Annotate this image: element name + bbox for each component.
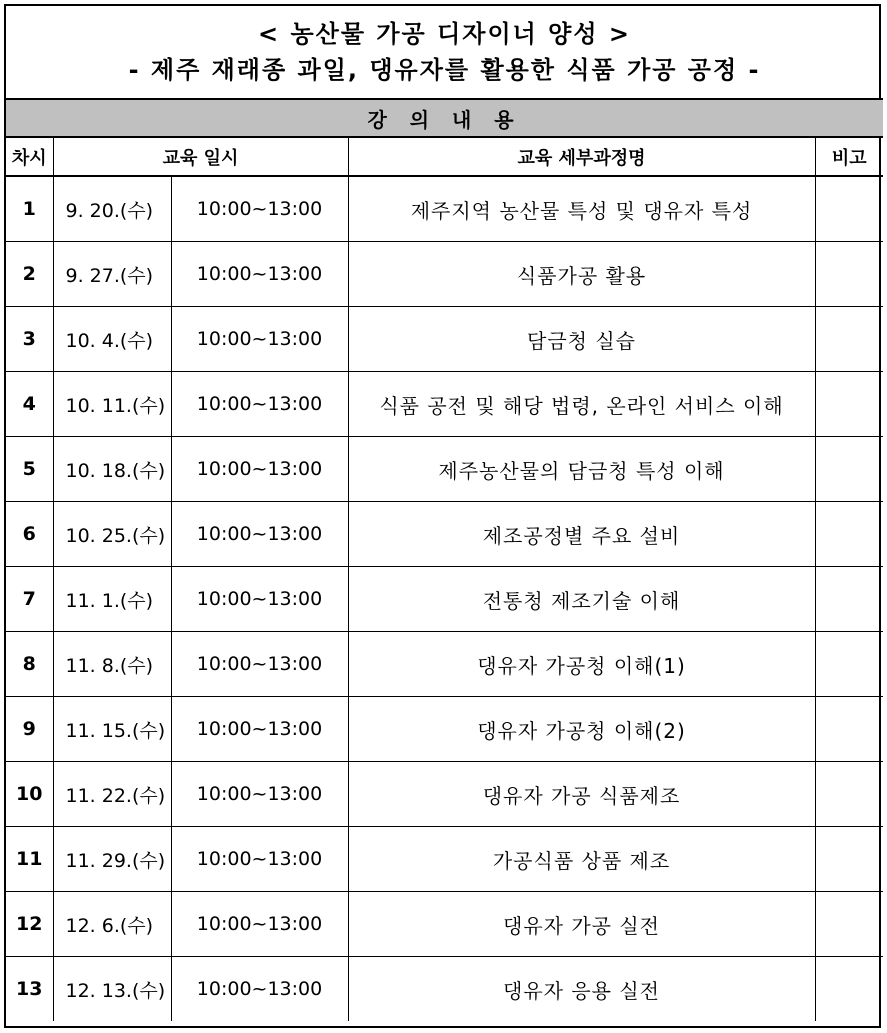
session-note	[815, 372, 883, 437]
session-note	[815, 892, 883, 957]
session-number: 7	[6, 567, 53, 632]
session-date: 11. 29.(수)	[53, 827, 171, 892]
session-number: 3	[6, 307, 53, 372]
session-time: 10:00~13:00	[171, 632, 348, 697]
session-number: 2	[6, 242, 53, 307]
session-course: 댕유자 가공 식품제조	[348, 762, 815, 827]
table-row	[6, 892, 883, 957]
table-row	[6, 372, 883, 437]
session-course: 댕유자 가공 실전	[348, 892, 815, 957]
session-course: 담금청 실습	[348, 307, 815, 372]
session-time: 10:00~13:00	[171, 892, 348, 957]
session-date: 12. 13.(수)	[53, 957, 171, 1022]
session-date: 9. 27.(수)	[53, 242, 171, 307]
session-date: 10. 25.(수)	[53, 502, 171, 567]
section-heading: 강 의 내 용	[6, 99, 883, 137]
session-course: 식품가공 활용	[348, 242, 815, 307]
table-row	[6, 176, 883, 242]
session-note	[815, 242, 883, 307]
session-number: 1	[6, 176, 53, 242]
session-note	[815, 567, 883, 632]
session-number: 6	[6, 502, 53, 567]
session-course: 댕유자 가공청 이해(1)	[348, 632, 815, 697]
document-title	[6, 6, 883, 99]
session-note	[815, 437, 883, 502]
session-course: 전통청 제조기술 이해	[348, 567, 815, 632]
session-course: 가공식품 상품 제조	[348, 827, 815, 892]
session-time: 10:00~13:00	[171, 502, 348, 567]
session-note	[815, 307, 883, 372]
session-time: 10:00~13:00	[171, 307, 348, 372]
session-date: 11. 15.(수)	[53, 697, 171, 762]
table-row	[6, 957, 883, 1022]
table-row	[6, 502, 883, 567]
header-note: 비고	[815, 137, 883, 176]
header-datetime: 교육 일시	[53, 137, 348, 176]
session-number: 9	[6, 697, 53, 762]
session-date: 11. 1.(수)	[53, 567, 171, 632]
table-row	[6, 762, 883, 827]
table-row	[6, 242, 883, 307]
table-row	[6, 827, 883, 892]
table-header-row	[6, 137, 883, 176]
session-date: 9. 20.(수)	[53, 176, 171, 242]
session-time: 10:00~13:00	[171, 372, 348, 437]
session-course: 댕유자 응용 실전	[348, 957, 815, 1022]
session-date: 10. 4.(수)	[53, 307, 171, 372]
session-number: 4	[6, 372, 53, 437]
session-course: 댕유자 가공청 이해(2)	[348, 697, 815, 762]
table-row	[6, 437, 883, 502]
session-date: 11. 8.(수)	[53, 632, 171, 697]
session-note	[815, 957, 883, 1022]
session-time: 10:00~13:00	[171, 242, 348, 307]
schedule-sheet	[4, 4, 881, 1028]
session-note	[815, 502, 883, 567]
session-number: 5	[6, 437, 53, 502]
session-course: 제주농산물의 담금청 특성 이해	[348, 437, 815, 502]
table-row	[6, 697, 883, 762]
session-course: 제조공정별 주요 설비	[348, 502, 815, 567]
session-date: 10. 18.(수)	[53, 437, 171, 502]
session-time: 10:00~13:00	[171, 697, 348, 762]
header-course: 교육 세부과정명	[348, 137, 815, 176]
schedule-table	[6, 6, 883, 1021]
session-number: 8	[6, 632, 53, 697]
session-note	[815, 827, 883, 892]
session-time: 10:00~13:00	[171, 762, 348, 827]
title-line-2: - 제주 재래종 과일, 댕유자를 활용한 식품 가공 공정 -	[128, 56, 761, 84]
session-time: 10:00~13:00	[171, 567, 348, 632]
session-date: 10. 11.(수)	[53, 372, 171, 437]
table-row	[6, 632, 883, 697]
session-course: 식품 공전 및 해당 법령, 온라인 서비스 이해	[348, 372, 815, 437]
session-number: 12	[6, 892, 53, 957]
header-session: 차시	[6, 137, 53, 176]
session-course: 제주지역 농산물 특성 및 댕유자 특성	[348, 176, 815, 242]
session-time: 10:00~13:00	[171, 437, 348, 502]
session-number: 11	[6, 827, 53, 892]
session-note	[815, 762, 883, 827]
title-line-1: < 농산물 가공 디자이너 양성 >	[258, 20, 632, 48]
session-note	[815, 697, 883, 762]
session-date: 11. 22.(수)	[53, 762, 171, 827]
session-time: 10:00~13:00	[171, 827, 348, 892]
session-note	[815, 176, 883, 242]
session-time: 10:00~13:00	[171, 176, 348, 242]
table-row	[6, 307, 883, 372]
session-date: 12. 6.(수)	[53, 892, 171, 957]
session-note	[815, 632, 883, 697]
session-time: 10:00~13:00	[171, 957, 348, 1022]
session-number: 10	[6, 762, 53, 827]
session-number: 13	[6, 957, 53, 1022]
table-row	[6, 567, 883, 632]
